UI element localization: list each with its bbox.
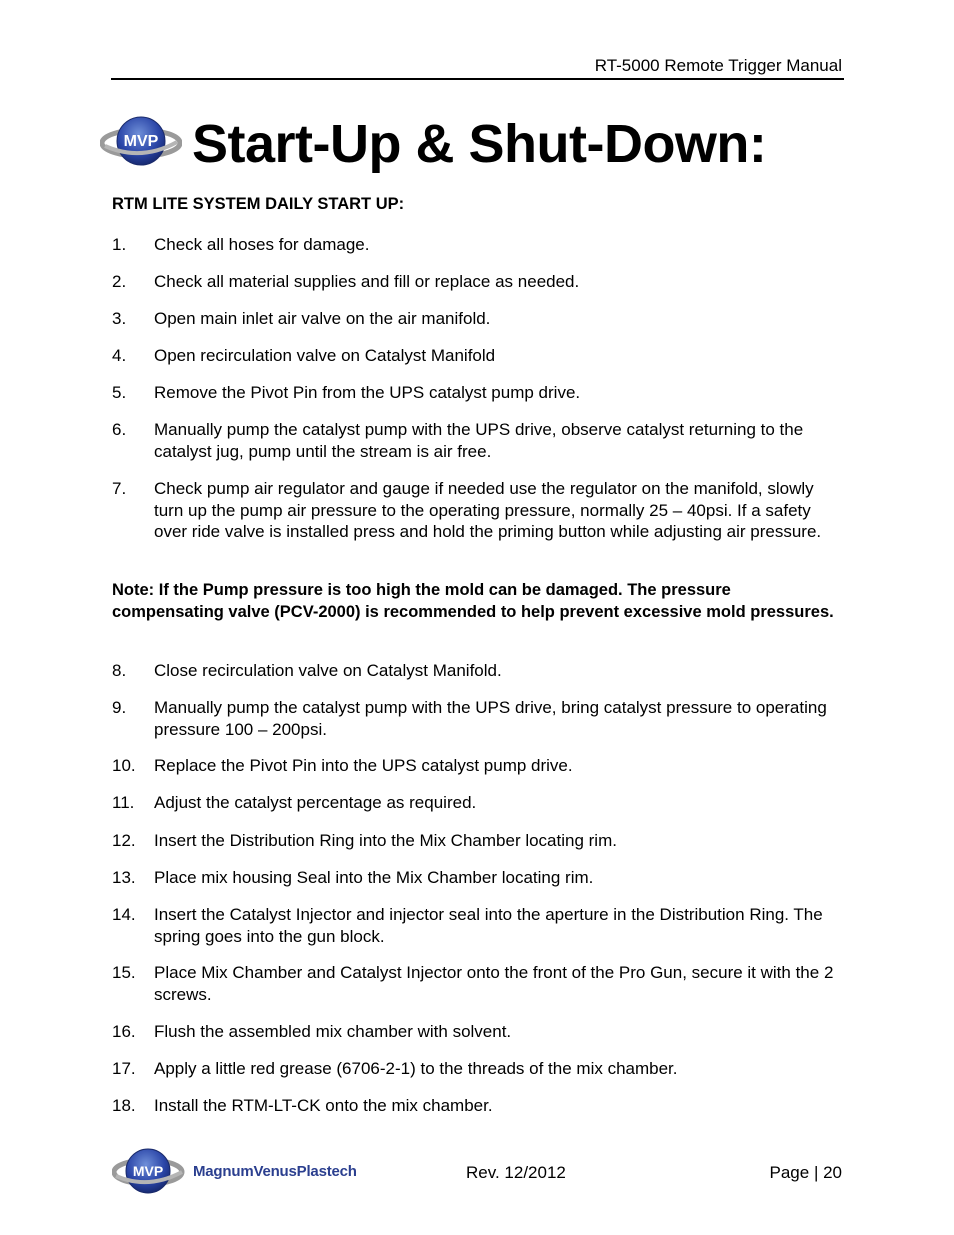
footer-brand: MagnumVenusPlastech bbox=[193, 1163, 357, 1180]
step-text: Manually pump the catalyst pump with the UPS drive, observe catalyst returning to the catalyst jug, pump until the stream is air free. bbox=[154, 420, 804, 461]
list-item bbox=[112, 419, 842, 462]
list-item bbox=[112, 271, 842, 293]
step-number: 13. bbox=[112, 868, 136, 887]
step-number: 11. bbox=[112, 793, 135, 812]
step-text: Manually pump the catalyst pump with the UPS drive, bring catalyst pressure to operating pressure 100 – 200psi. bbox=[154, 698, 827, 739]
header-title: RT-5000 Remote Trigger Manual bbox=[594, 56, 842, 75]
list-item bbox=[112, 478, 842, 543]
step-text: Flush the assembled mix chamber with solvent. bbox=[154, 1022, 512, 1041]
footer-revision: Rev. 12/2012 bbox=[466, 1163, 566, 1182]
step-number: 15. bbox=[112, 963, 136, 982]
step-text: Install the RTM-LT-CK onto the mix chamber. bbox=[154, 1096, 493, 1115]
list-item bbox=[112, 345, 842, 367]
step-number: 1. bbox=[112, 235, 127, 254]
step-text: Check all material supplies and fill or replace as needed. bbox=[154, 272, 580, 291]
step-text: Place mix housing Seal into the Mix Chamber locating rim. bbox=[154, 868, 594, 887]
step-number: 14. bbox=[112, 905, 136, 924]
step-text: Close recirculation valve on Catalyst Manifold. bbox=[154, 661, 502, 680]
step-number: 18. bbox=[112, 1096, 136, 1115]
footer-logo-text: MVP bbox=[132, 1163, 164, 1179]
list-item bbox=[112, 755, 842, 777]
step-text: Apply a little red grease (6706-2-1) to the threads of the mix chamber. bbox=[154, 1059, 678, 1078]
list-item bbox=[112, 660, 842, 682]
step-text: Adjust the catalyst percentage as required. bbox=[154, 793, 477, 812]
step-text: Replace the Pivot Pin into the UPS catalyst pump drive. bbox=[154, 756, 573, 775]
footer-page-number: Page | 20 bbox=[769, 1163, 842, 1182]
step-text: Check pump air regulator and gauge if needed use the regulator on the manifold, slowly turn up the pump air pressure to the operating pressure, normally 25 – 40psi. If a safety over ride valve is installed press and hold the priming button while adjusting air pressure. bbox=[154, 479, 822, 542]
step-number: 10. bbox=[112, 756, 136, 775]
step-number: 16. bbox=[112, 1022, 136, 1041]
step-number: 8. bbox=[112, 661, 127, 680]
page-title: Start-Up & Shut-Down: bbox=[192, 114, 767, 174]
step-text: Place Mix Chamber and Catalyst Injector onto the front of the Pro Gun, secure it with the 2 screws. bbox=[154, 963, 834, 1004]
step-number: 2. bbox=[112, 272, 127, 291]
list-item bbox=[112, 697, 842, 740]
step-number: 4. bbox=[112, 346, 127, 365]
list-item bbox=[112, 830, 842, 852]
header-rule bbox=[111, 78, 844, 80]
list-item bbox=[112, 382, 842, 404]
list-item bbox=[112, 234, 842, 256]
list-item bbox=[112, 962, 842, 1005]
step-text: Open recirculation valve on Catalyst Manifold bbox=[154, 346, 496, 365]
step-number: 3. bbox=[112, 309, 127, 328]
step-text: Remove the Pivot Pin from the UPS catalyst pump drive. bbox=[154, 383, 581, 402]
step-text: Insert the Catalyst Injector and injector seal into the aperture in the Distribution Ring. The spring goes into the gun block. bbox=[154, 905, 823, 946]
list-item bbox=[112, 867, 842, 889]
list-item bbox=[112, 904, 842, 947]
step-text: Open main inlet air valve on the air manifold. bbox=[154, 309, 491, 328]
step-number: 7. bbox=[112, 479, 127, 498]
logo-text: MVP bbox=[123, 133, 159, 150]
step-number: 17. bbox=[112, 1059, 136, 1078]
list-item bbox=[112, 308, 842, 330]
list-item bbox=[112, 1058, 842, 1080]
list-item bbox=[112, 792, 842, 814]
step-number: 5. bbox=[112, 383, 127, 402]
list-item bbox=[112, 1095, 842, 1117]
step-text: Insert the Distribution Ring into the Mix Chamber locating rim. bbox=[154, 831, 617, 850]
list-item bbox=[112, 1021, 842, 1043]
note-warning: Note: If the Pump pressure is too high the mold can be damaged. The pressure compensating valve (PCV-2000) is recommended to help prevent excessive mold pressures. bbox=[112, 581, 834, 621]
step-number: 9. bbox=[112, 698, 127, 717]
step-number: 12. bbox=[112, 831, 136, 850]
step-text: Check all hoses for damage. bbox=[154, 235, 370, 254]
step-number: 6. bbox=[112, 420, 127, 439]
mvp-logo-icon bbox=[100, 112, 182, 170]
section-heading: RTM LITE SYSTEM DAILY START UP: bbox=[112, 195, 405, 213]
